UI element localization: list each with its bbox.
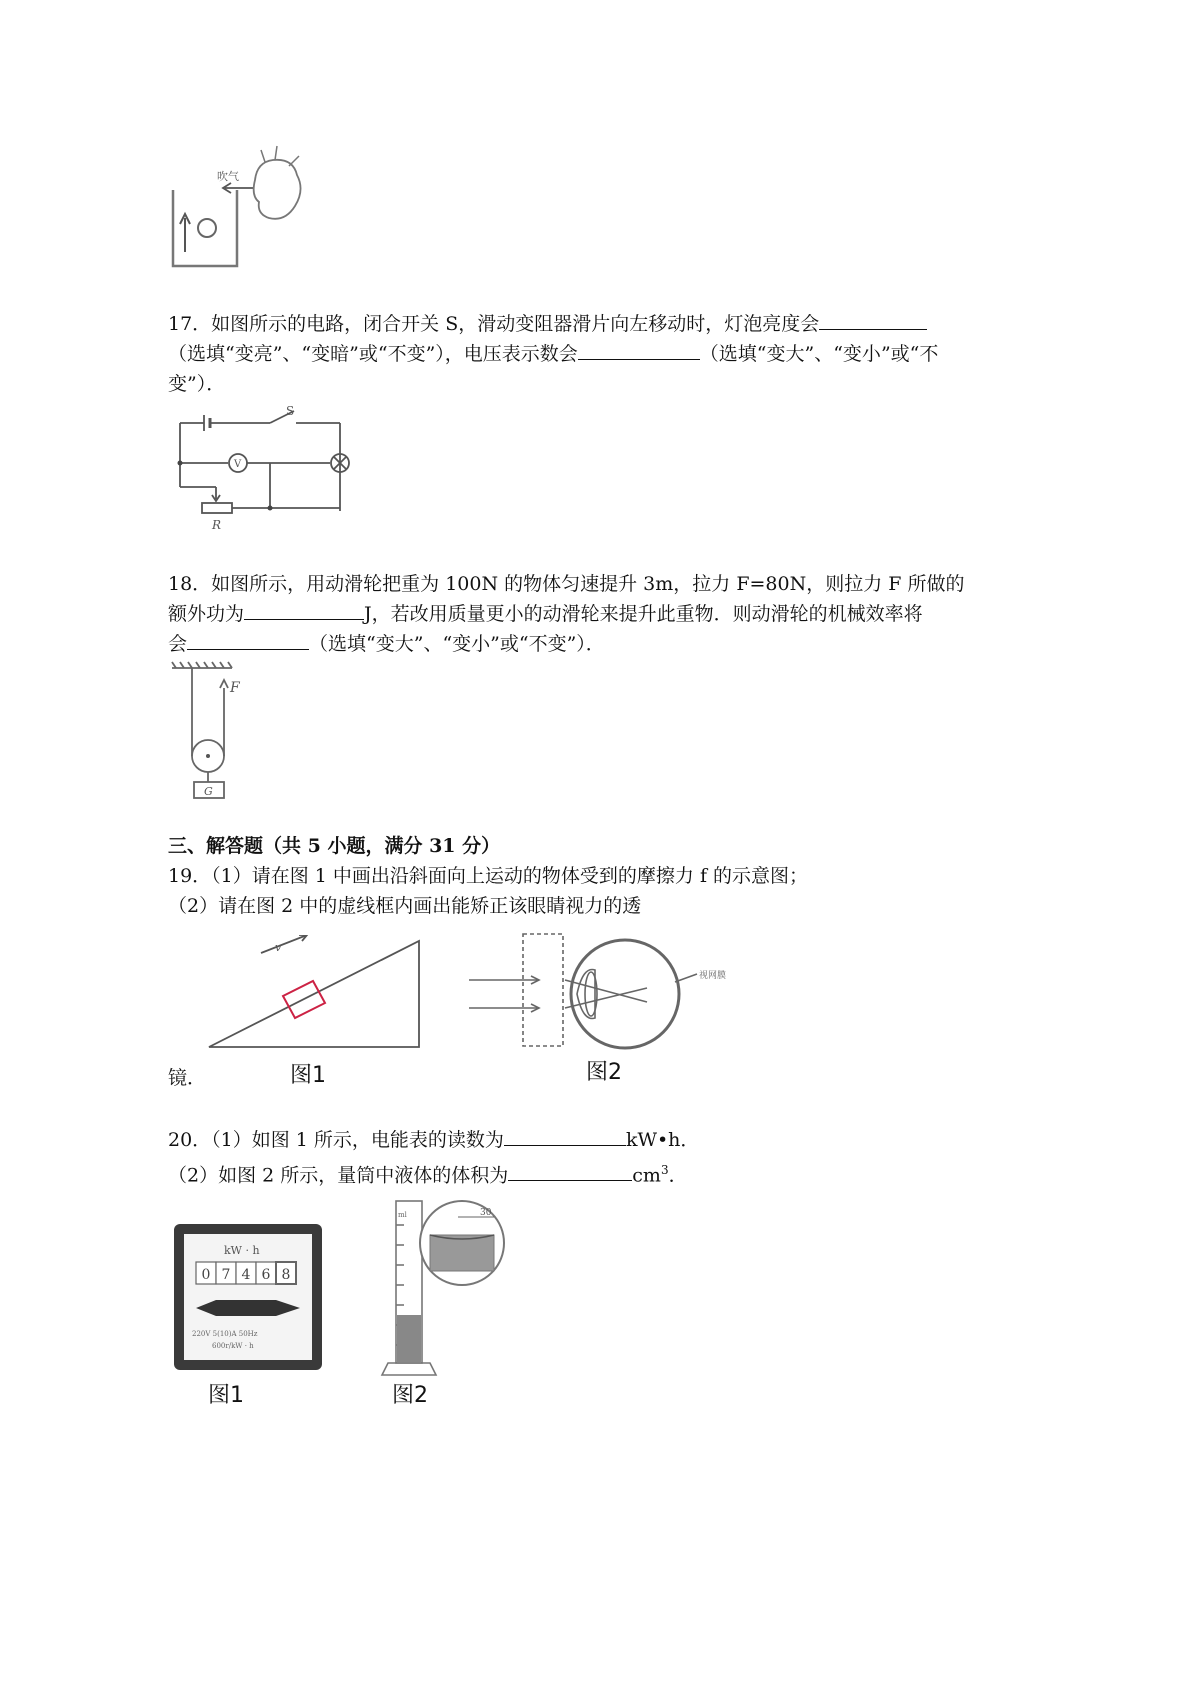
meter-unit: kW · h <box>224 1244 260 1257</box>
meter-digit: 7 <box>221 1267 231 1283</box>
retina-label: 视网膜 <box>699 971 727 981</box>
q19-fig1-caption: 图1 <box>290 1063 326 1088</box>
q18-blank-2[interactable] <box>187 629 309 650</box>
q19-line2: （2）请在图 2 中的虚线框内画出能矫正该眼睛视力的透 <box>168 895 642 917</box>
meter-digit: 8 <box>281 1267 291 1283</box>
cylinder-figure <box>378 1195 513 1380</box>
q17-line2: （选填“变亮”、“变暗”或“不变”），电压表示数会 （选填“变大”、“变小”或“不 <box>168 338 938 370</box>
cylinder-unit: ml <box>398 1211 407 1219</box>
meter-spec-rev: 600r/kW · h <box>212 1342 254 1350</box>
q18-line2: 额外功为 J，若改用质量更小的动滑轮来提升此重物．则动滑轮的机械效率将 <box>168 598 923 630</box>
force-label: F <box>230 680 240 696</box>
q20-line1: 20．（1）如图 1 所示，电能表的读数为 kW•h． <box>168 1124 699 1156</box>
q19-line1: 19．（1）请在图 1 中画出沿斜面向上运动的物体受到的摩擦力 f 的示意图； <box>168 865 809 887</box>
q18-blank-1[interactable] <box>244 599 364 620</box>
q20-blank-2[interactable] <box>508 1160 632 1181</box>
blow-label: 吹气 <box>217 170 239 183</box>
meter-digit: 0 <box>201 1267 211 1283</box>
weight-label: G <box>204 785 213 798</box>
q19-line3: 镜． <box>168 1067 207 1089</box>
velocity-label: v <box>275 941 282 954</box>
energy-meter-figure <box>172 1222 324 1372</box>
q20-fig1-caption: 图1 <box>208 1383 244 1408</box>
circuit-figure <box>170 405 355 535</box>
q17-line1: 17．如图所示的电路，闭合开关 S，滑动变阻器滑片向左移动时，灯泡亮度会 <box>168 308 927 340</box>
q17-line3: 变”）． <box>168 373 226 395</box>
rheostat-label: R <box>212 518 222 532</box>
q18-line3: 会 （选填“变大”、“变小”或“不变”）． <box>168 628 605 660</box>
meter-digit: 4 <box>241 1267 251 1283</box>
cylinder-mark: 30 <box>480 1208 492 1218</box>
q20-blank-1[interactable] <box>504 1125 626 1146</box>
q20-line2: （2）如图 2 所示，量筒中液体的体积为 $cm^3$． <box>168 1154 688 1191</box>
meter-spec: 220V 5(10)A 50Hz <box>192 1330 258 1338</box>
q18-line1: 18．如图所示，用动滑轮把重为 100N 的物体匀速提升 3m，拉力 F=80N，则拉力 F 所做的 <box>168 573 965 595</box>
q17-blank-1[interactable] <box>819 309 927 330</box>
voltmeter-label: V <box>234 459 242 470</box>
section-title: 三、解答题（共 5 小题，满分 31 分） <box>168 835 501 857</box>
eye-figure <box>465 932 735 1050</box>
pulley-figure <box>168 660 258 805</box>
incline-figure <box>205 935 430 1050</box>
meter-digit: 6 <box>261 1267 271 1283</box>
q17-blank-2[interactable] <box>578 339 700 360</box>
q19-fig2-caption: 图2 <box>586 1060 622 1085</box>
q20-fig2-caption: 图2 <box>392 1383 428 1408</box>
switch-label: S <box>286 405 295 418</box>
blowing-figure <box>165 140 315 275</box>
